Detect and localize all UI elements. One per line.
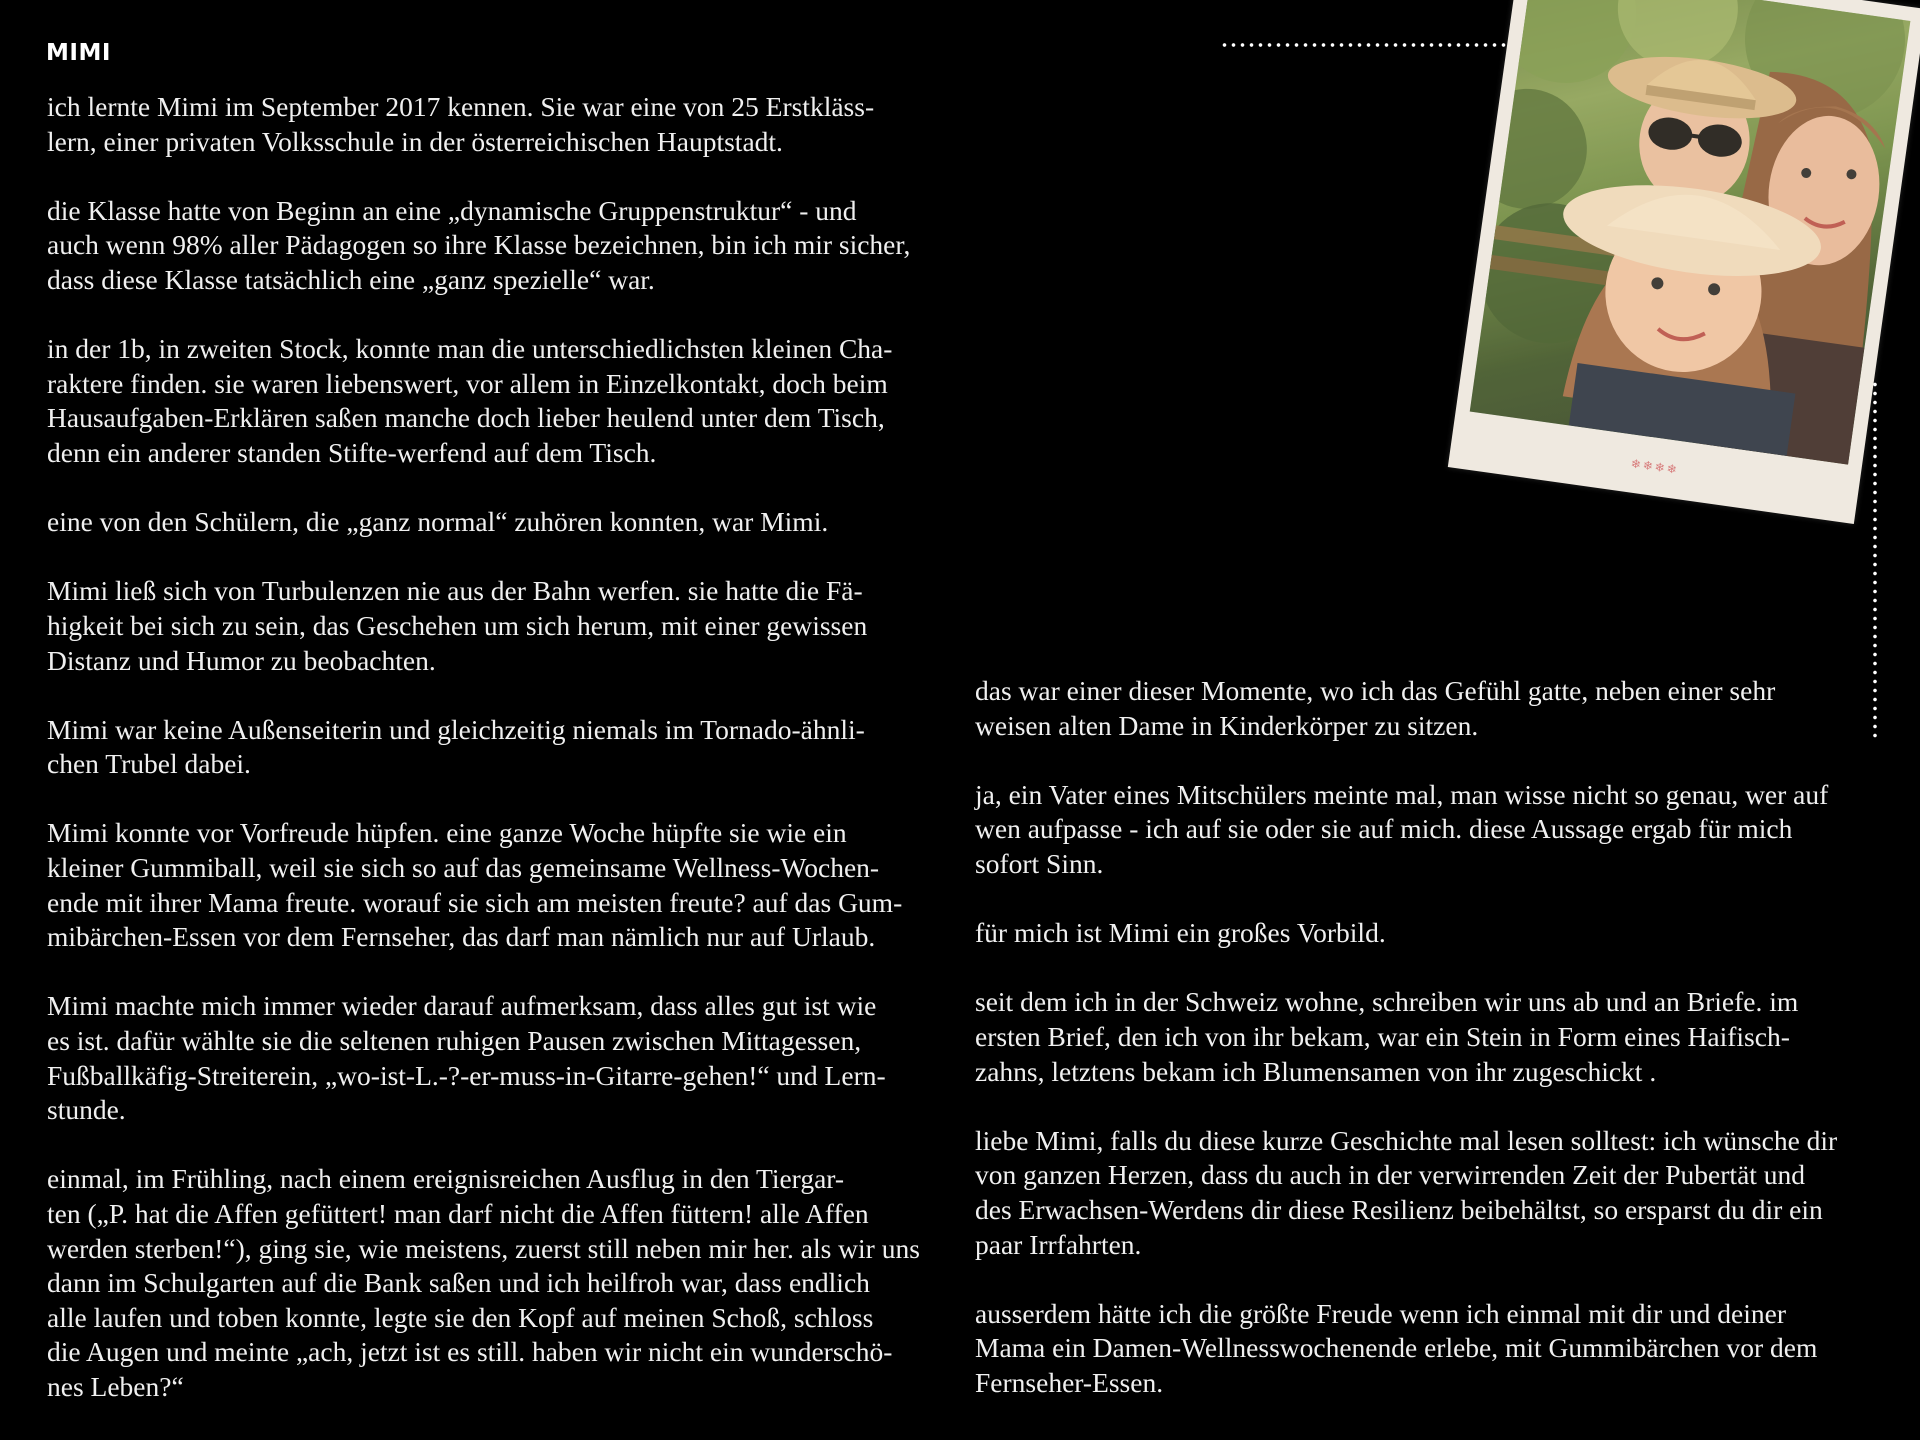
text-line: Mama ein Damen-Wellnesswochenende erlebe, mit Gummibärchen vor dem [975, 1332, 1818, 1364]
text-line: chen Trubel dabei. [47, 748, 251, 780]
text-line: Fernseher-Essen. [975, 1366, 1164, 1398]
text-line: zahns, letztens bekam ich Blumensamen von ihr zugeschickt . [975, 1055, 1657, 1087]
paragraph [975, 1297, 1875, 1401]
text-line: ich lernte Mimi im September 2017 kennen. Sie war eine von 25 Erstkläss- [47, 91, 875, 122]
text-line: ausserdem hätte ich die größte Freude wenn ich einmal mit dir und deiner [975, 1297, 1786, 1329]
text-line: Hausaufgaben-Erklären saßen manche doch lieber heulend unter dem Tisch, [47, 402, 885, 434]
text-line: ja, ein Vater eines Mitschülers meinte mal, man wisse nicht so genau, wer auf [975, 778, 1829, 810]
text-line: werden sterben!“), ging sie, wie meistens, zuerst still neben mir her. als wir uns [47, 1232, 920, 1264]
text-line: stunde. [47, 1094, 126, 1126]
left-text-column [47, 90, 947, 1439]
text-line: in der 1b, in zweiten Stock, konnte man die unterschiedlichsten kleinen Cha- [47, 333, 893, 365]
text-line: ersten Brief, den ich von ihr bekam, war ein Stein in Form eines Haifisch- [975, 1020, 1790, 1052]
text-line: für mich ist Mimi ein großes Vorbild. [975, 917, 1386, 949]
paragraph [47, 713, 947, 782]
text-line: sofort Sinn. [975, 847, 1104, 879]
page-title: MIMI [46, 40, 111, 66]
paragraph [47, 194, 947, 298]
text-line: das war einer dieser Momente, wo ich das Gefühl gatte, neben einer sehr [975, 675, 1776, 706]
paragraph [975, 985, 1875, 1089]
text-line: lern, einer privaten Volksschule in der österreichischen Hauptstadt. [47, 125, 783, 157]
text-line: die Augen und meinte „ach, jetzt ist es still. haben wir nicht ein wunderschö- [47, 1336, 893, 1368]
paragraph [975, 674, 1875, 743]
text-line: ten („P. hat die Affen gefüttert! man darf nicht die Affen füttern! alle Affen [47, 1198, 869, 1229]
text-line: nes Leben?“ [47, 1370, 184, 1402]
paragraph [975, 1124, 1875, 1262]
text-line: ende mit ihrer Mama freute. worauf sie sich am meisten freute? auf das Gum- [47, 886, 903, 918]
paragraph [975, 778, 1875, 882]
text-line: Mimi machte mich immer wieder darauf aufmerksam, dass alles gut ist wie [47, 990, 877, 1022]
text-line: Mimi ließ sich von Turbulenzen nie aus der Bahn werfen. sie hatte die Fä- [47, 575, 863, 607]
right-text-column [975, 674, 1875, 1435]
text-line: von ganzen Herzen, dass du auch in der verwirrenden Zeit der Pubertät und [975, 1159, 1806, 1191]
text-line: eine von den Schülern, die „ganz normal“ zuhören konnten, war Mimi. [47, 506, 829, 538]
text-line: seit dem ich in der Schweiz wohne, schreiben wir uns ab und an Briefe. im [975, 986, 1799, 1018]
text-line: dass diese Klasse tatsächlich eine „ganz spezielle“ war. [47, 263, 655, 295]
text-line: kleiner Gummiball, weil sie sich so auf das gemeinsame Wellness-Wochen- [47, 852, 880, 884]
paragraph [47, 1162, 947, 1404]
polaroid-photo [1448, 0, 1920, 524]
paragraph [47, 90, 947, 159]
text-line: alle laufen und toben konnte, legte sie den Kopf auf meinen Schoß, schloss [47, 1301, 874, 1333]
text-line: Distanz und Humor zu beobachten. [47, 644, 436, 676]
text-line: higkeit bei sich zu sein, das Geschehen um sich herum, mit einer gewissen [47, 609, 868, 641]
text-line: des Erwachsen-Werdens dir diese Resilienz beibehältst, so ersparst du dir ein [975, 1193, 1823, 1225]
text-line: liebe Mimi, falls du diese kurze Geschichte mal lesen solltest: ich wünsche dir [975, 1124, 1838, 1156]
paragraph [47, 989, 947, 1127]
paragraph [47, 816, 947, 954]
text-line: raktere finden. sie waren liebenswert, vor allem in Einzelkontakt, doch beim [47, 367, 888, 399]
text-line: auch wenn 98% aller Pädagogen so ihre Klasse bezeichnen, bin ich mir sicher, [47, 229, 911, 261]
paragraph [47, 505, 947, 540]
text-line: dann im Schulgarten auf die Bank saßen und ich heilfroh war, dass endlich [47, 1267, 870, 1299]
text-line: mibärchen-Essen vor dem Fernseher, das darf man nämlich nur auf Urlaub. [47, 921, 876, 953]
text-line: die Klasse hatte von Beginn an eine „dynamische Gruppenstruktur“ - und [47, 194, 857, 226]
text-line: es ist. dafür wählte sie die seltenen ruhigen Pausen zwischen Mittagessen, [47, 1025, 862, 1057]
text-line: denn ein anderer standen Stifte-werfend auf dem Tisch. [47, 436, 657, 468]
paragraph [47, 574, 947, 678]
paragraph [47, 332, 947, 470]
text-line: wen aufpasse - ich auf sie oder sie auf mich. diese Aussage ergab für mich [975, 813, 1793, 845]
paragraph [975, 916, 1875, 951]
text-line: Fußballkäfig-Streiterein, „wo-ist-L.-?-er-muss-in-Gitarre-gehen!“ und Lern- [47, 1059, 886, 1091]
text-line: einmal, im Frühling, nach einem ereignisreichen Ausflug in den Tiergar- [47, 1163, 845, 1195]
photo-image [1470, 0, 1911, 465]
text-line: weisen alten Dame in Kinderkörper zu sitzen. [975, 709, 1479, 741]
photo-stamp: ❄❄❄❄ [1630, 456, 1680, 478]
text-line: paar Irrfahrten. [975, 1228, 1142, 1260]
text-line: Mimi konnte vor Vorfreude hüpfen. eine ganze Woche hüpfte sie wie ein [47, 817, 847, 849]
text-line: Mimi war keine Außenseiterin und gleichzeitig niemals im Tornado-ähnli- [47, 713, 865, 745]
